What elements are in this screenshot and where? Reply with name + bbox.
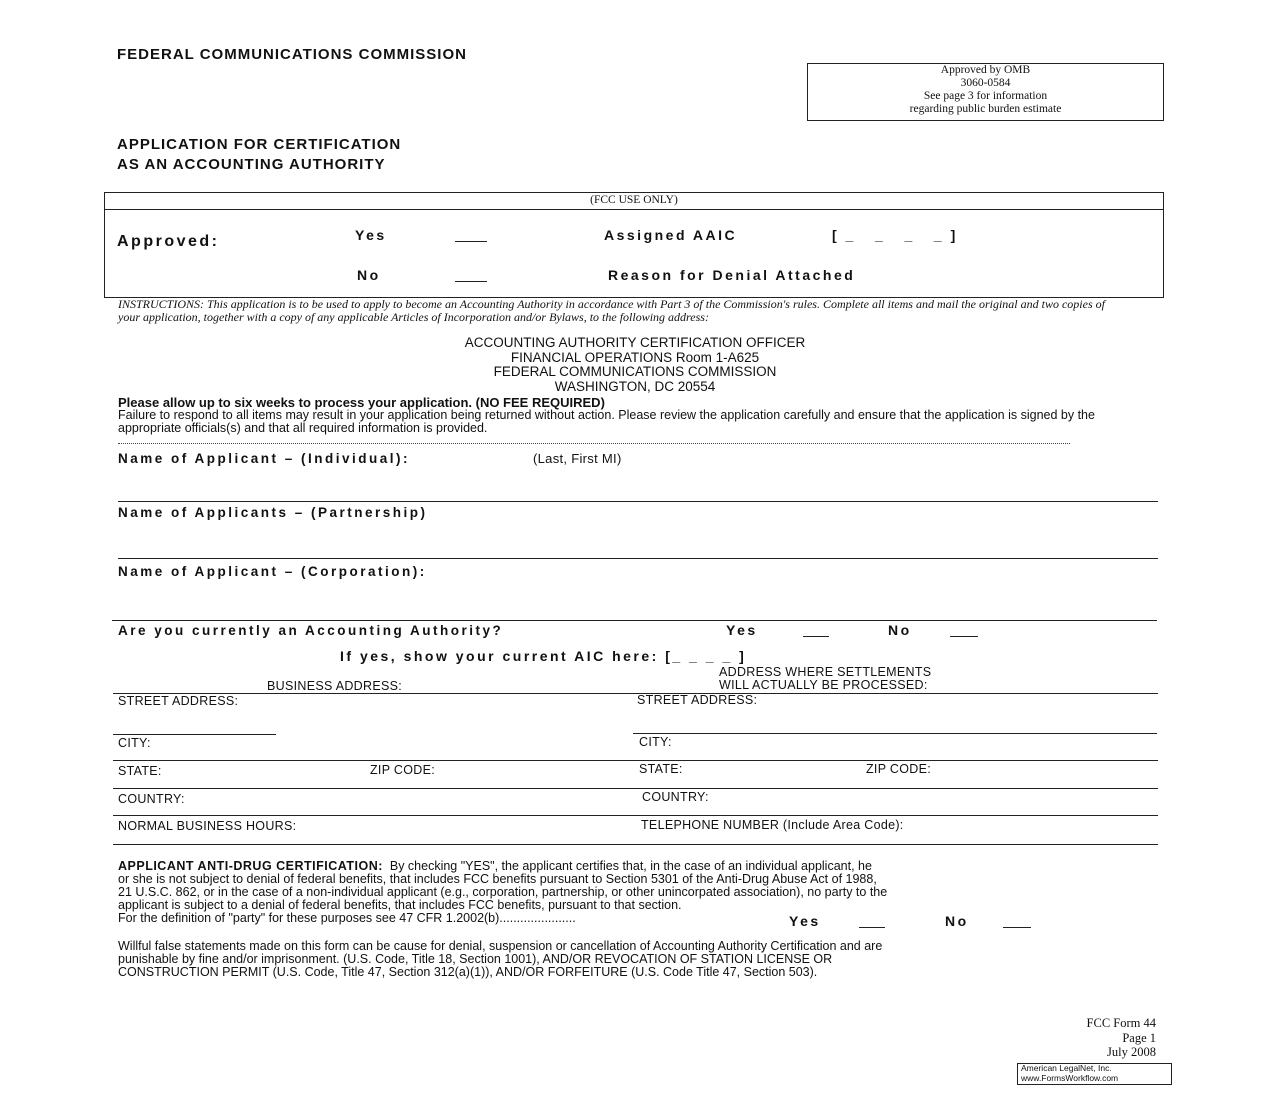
settlement-zip-label: ZIP CODE: <box>866 762 931 776</box>
antidrug-definition: For the definition of "party" for these purposes see 47 CFR 1.2002(b)...................... <box>118 911 576 925</box>
business-state-label: STATE: <box>118 764 162 778</box>
antidrug-text: By checking "YES", the applicant certifies that, in the case of an individual applicant, he <box>389 859 872 873</box>
stamp-line: www.FormsWorkflow.com <box>1021 1072 1119 1083</box>
agency-title: FEDERAL COMMUNICATIONS COMMISSION <box>117 46 467 63</box>
fcc-use-only-box <box>104 192 1164 298</box>
aic-prompt[interactable]: If yes, show your current AIC here: [_ _ _ _ ] <box>340 648 747 664</box>
authority-yes-blank[interactable] <box>803 624 829 637</box>
settlement-address-header-2: WILL ACTUALLY BE PROCESSED: <box>719 678 928 692</box>
telephone-label: TELEPHONE NUMBER (Include Area Code): <box>641 818 904 832</box>
state-zip-field-line[interactable] <box>113 788 1158 789</box>
authority-no-blank[interactable] <box>950 624 978 637</box>
antidrug-certification <box>118 860 1158 925</box>
omb-line: Approved by OMB <box>940 64 1031 76</box>
business-address-header: BUSINESS ADDRESS: <box>267 679 403 693</box>
form-title-line1: APPLICATION FOR CERTIFICATION <box>117 136 402 153</box>
omb-line: regarding public burden estimate <box>909 103 1062 115</box>
authority-question: Are you currently an Accounting Authority? <box>118 623 504 638</box>
approved-label: Approved: <box>117 233 220 250</box>
settlement-street-field[interactable] <box>633 733 1157 734</box>
omb-approval-box <box>807 63 1164 121</box>
antidrug-yes-label: Yes <box>789 913 821 929</box>
settlement-street-label: STREET ADDRESS: <box>637 693 758 707</box>
approved-no-blank[interactable] <box>455 269 487 282</box>
settlement-state-label: STATE: <box>639 762 683 776</box>
name-individual-hint: (Last, First MI) <box>533 451 622 466</box>
authority-yes-label: Yes <box>726 622 758 638</box>
failure-note: Failure to respond to all items may result in your application being returned without action. Please review the application carefully and ensure that the application is signed by the appropriate officials(s) and that all required information is provided. <box>118 408 1095 435</box>
name-individual-field[interactable] <box>118 501 1158 502</box>
form-title-line2: AS AN ACCOUNTING AUTHORITY <box>117 156 386 173</box>
name-corporation-field[interactable] <box>112 620 1157 621</box>
assigned-aaic-label: Assigned AAIC <box>604 227 738 243</box>
address-line: FEDERAL COMMUNICATIONS COMMISSION <box>493 364 777 379</box>
willful-text: punishable by fine and/or imprisonment. (U.S. Code, Title 18, Section 1001), AND/OR REVOCATION OF STATION LICENSE OR <box>118 952 833 966</box>
name-partnership-label: Name of Applicants – (Partnership) <box>118 505 428 520</box>
omb-line: See page 3 for information <box>923 90 1048 102</box>
willful-statement <box>118 940 1158 979</box>
antidrug-heading: APPLICANT ANTI-DRUG CERTIFICATION: <box>118 859 383 873</box>
approved-yes-blank[interactable] <box>455 229 487 242</box>
willful-text: CONSTRUCTION PERMIT (U.S. Code, Title 47, Section 312(a)(1)), AND/OR FORFEITURE (U.S. Code Title 47, Section 503). <box>118 965 818 979</box>
address-line: ACCOUNTING AUTHORITY CERTIFICATION OFFICER <box>464 335 806 350</box>
business-city-label: CITY: <box>118 736 151 750</box>
settlement-country-label: COUNTRY: <box>642 790 709 804</box>
address-line: WASHINGTON, DC 20554 <box>554 378 716 394</box>
business-country-label: COUNTRY: <box>118 792 185 806</box>
legalnet-stamp <box>1017 1063 1172 1085</box>
process-note: Please allow up to six weeks to process your application. (NO FEE REQUIRED) <box>118 395 605 410</box>
country-field-line[interactable] <box>113 815 1158 816</box>
address-line: FINANCIAL OPERATIONS Room 1-A625 <box>510 349 760 365</box>
business-zip-label: ZIP CODE: <box>370 763 435 777</box>
mailing-address <box>250 336 1020 394</box>
antidrug-yes-blank[interactable] <box>859 915 885 928</box>
instructions-text: INSTRUCTIONS: This application is to be used to apply to become an Accounting Authority in accordance with Part 3 of the Commission's rules. Complete all items and mail the original and two copies of your application, together with a copy of any applicable Articles of Incorporation and/or Bylaws, to the following address: <box>118 297 1105 324</box>
page-number: Page 1 <box>1122 1030 1156 1045</box>
form-number: FCC Form 44 <box>1086 1016 1156 1030</box>
city-field-line[interactable] <box>113 760 1158 761</box>
antidrug-text: or she is not subject to denial of federal benefits, that includes FCC benefits pursuant to Section 5301 of the Anti-Drug Abuse Act of 1988, <box>118 872 877 886</box>
settlement-city-label: CITY: <box>639 735 672 749</box>
antidrug-no-blank[interactable] <box>1003 915 1031 928</box>
approved-yes-label: Yes <box>355 227 387 243</box>
hours-phone-field-line[interactable] <box>113 844 1158 845</box>
authority-no-label: No <box>888 622 912 638</box>
name-individual-label: Name of Applicant – (Individual): <box>118 451 411 466</box>
settlement-address-header-1: ADDRESS WHERE SETTLEMENTS <box>719 665 932 679</box>
form-date: July 2008 <box>1107 1045 1156 1059</box>
willful-text: Willful false statements made on this form can be cause for denial, suspension or cancellation of Accounting Authority Certification and are <box>118 939 883 953</box>
antidrug-text: 21 U.S.C. 862, or in the case of a non-individual applicant (e.g., corporation, partnership, or other unincorpated association), no party to the <box>118 885 888 899</box>
name-corporation-label: Name of Applicant – (Corporation): <box>118 564 427 579</box>
antidrug-text: applicant is subject to a denial of federal benefits, that includes FCC benefits, pursuant to that section. <box>118 898 682 912</box>
aaic-slots[interactable]: [ _ _ _ _ ] <box>832 227 958 243</box>
business-hours-label: NORMAL BUSINESS HOURS: <box>118 819 297 833</box>
approved-no-label: No <box>357 267 381 283</box>
business-street-field[interactable] <box>113 734 276 735</box>
stamp-line: American LegalNet, Inc. <box>1021 1063 1112 1073</box>
business-street-label: STREET ADDRESS: <box>118 694 239 708</box>
fcc-use-caption: (FCC USE ONLY) <box>590 194 678 206</box>
reason-denial-label: Reason for Denial Attached <box>608 267 856 283</box>
name-partnership-field[interactable] <box>118 558 1158 559</box>
omb-line: 3060-0584 <box>960 77 1011 89</box>
form-footer <box>1000 1016 1156 1060</box>
antidrug-no-label: No <box>945 913 969 929</box>
